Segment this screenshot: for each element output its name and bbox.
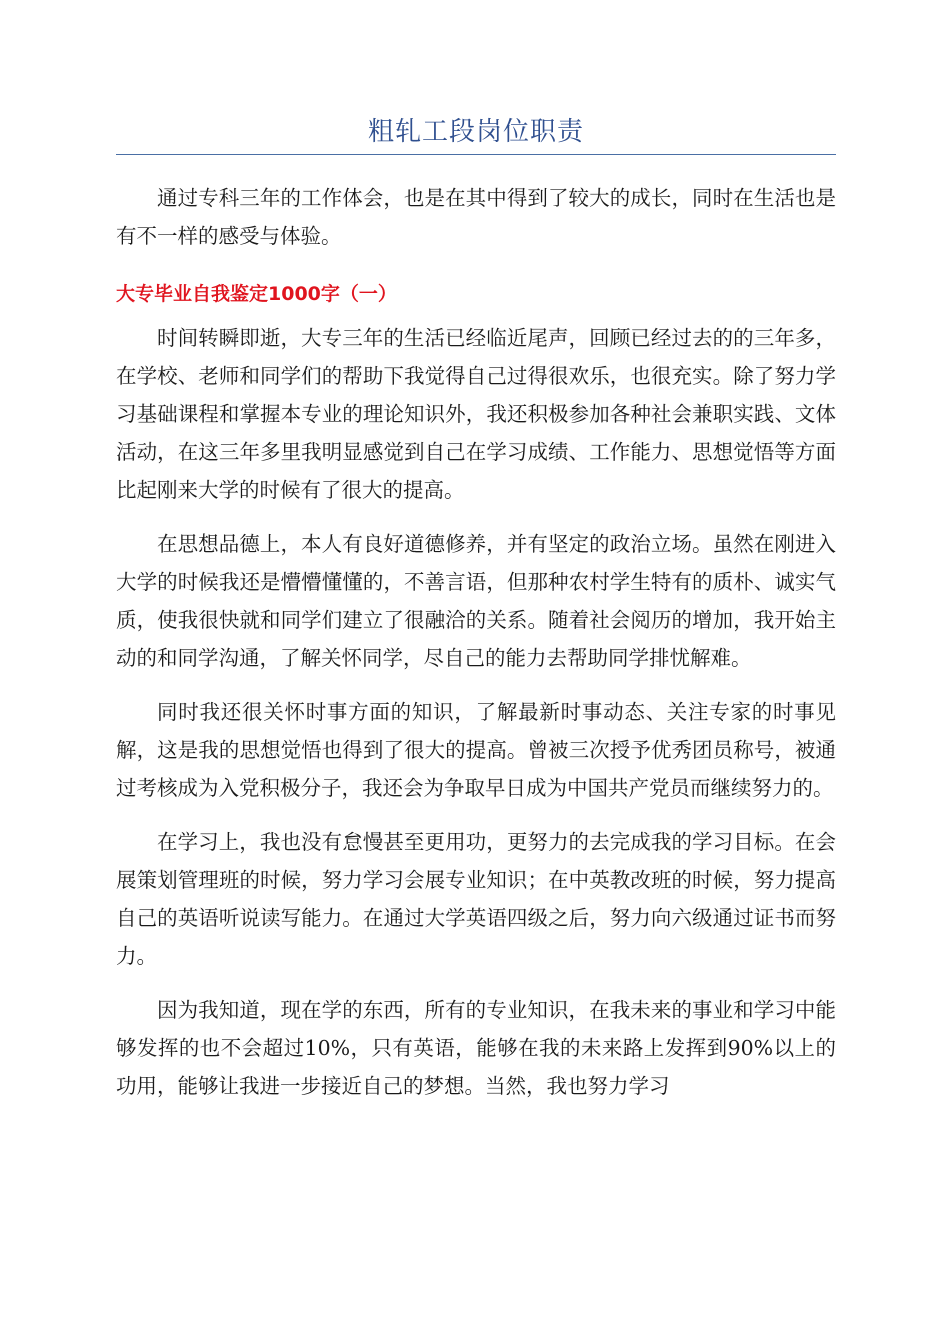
body-paragraph: 在思想品德上，本人有良好道德修养，并有坚定的政治立场。虽然在刚进入大学的时候我还是懵懵懂懂的，不善言语，但那种农村学生特有的质朴、诚实气质，使我很快就和同学们建立了很融洽的关系。随着社会阅历的增加，我开始主动的和同学沟通，了解关怀同学，尽自己的能力去帮助同学排忧解难。 — [116, 532, 836, 670]
body-paragraph: 在学习上，我也没有怠慢甚至更用功，更努力的去完成我的学习目标。在会展策划管理班的时候，努力学习会展专业知识；在中英教改班的时候，努力提高自己的英语听说读写能力。在通过大学英语四级之后，努力向六级通过证书而努力。 — [116, 830, 836, 968]
intro-paragraph: 通过专科三年的工作体会，也是在其中得到了较大的成长，同时在生活也是有不一样的感受与体验。 — [116, 186, 836, 248]
title-underline — [116, 154, 836, 155]
section-heading: 大专毕业自我鉴定1000字（一） — [116, 283, 397, 305]
body-paragraph: 因为我知道，现在学的东西，所有的专业知识，在我未来的事业和学习中能够发挥的也不会超过10%，只有英语，能够在我的未来路上发挥到90%以上的功用，能够让我进一步接近自己的梦想。当然，我也努力学习 — [116, 998, 836, 1098]
body-paragraph: 时间转瞬即逝，大专三年的生活已经临近尾声，回顾已经过去的的三年多，在学校、老师和同学们的帮助下我觉得自己过得很欢乐，也很充实。除了努力学习基础课程和掌握本专业的理论知识外，我还积极参加各种社会兼职实践、文体活动，在这三年多里我明显感觉到自己在学习成绩、工作能力、思想觉悟等方面比起刚来大学的时候有了很大的提高。 — [116, 326, 836, 502]
document-page — [116, 112, 836, 1105]
document-title: 粗轧工段岗位职责 — [367, 117, 584, 147]
body-paragraph: 同时我还很关怀时事方面的知识，了解最新时事动态、关注专家的时事见解，这是我的思想觉悟也得到了很大的提高。曾被三次授予优秀团员称号，被通过考核成为入党积极分子，我还会为争取早日成为中国共产党员而继续努力的。 — [116, 700, 836, 800]
